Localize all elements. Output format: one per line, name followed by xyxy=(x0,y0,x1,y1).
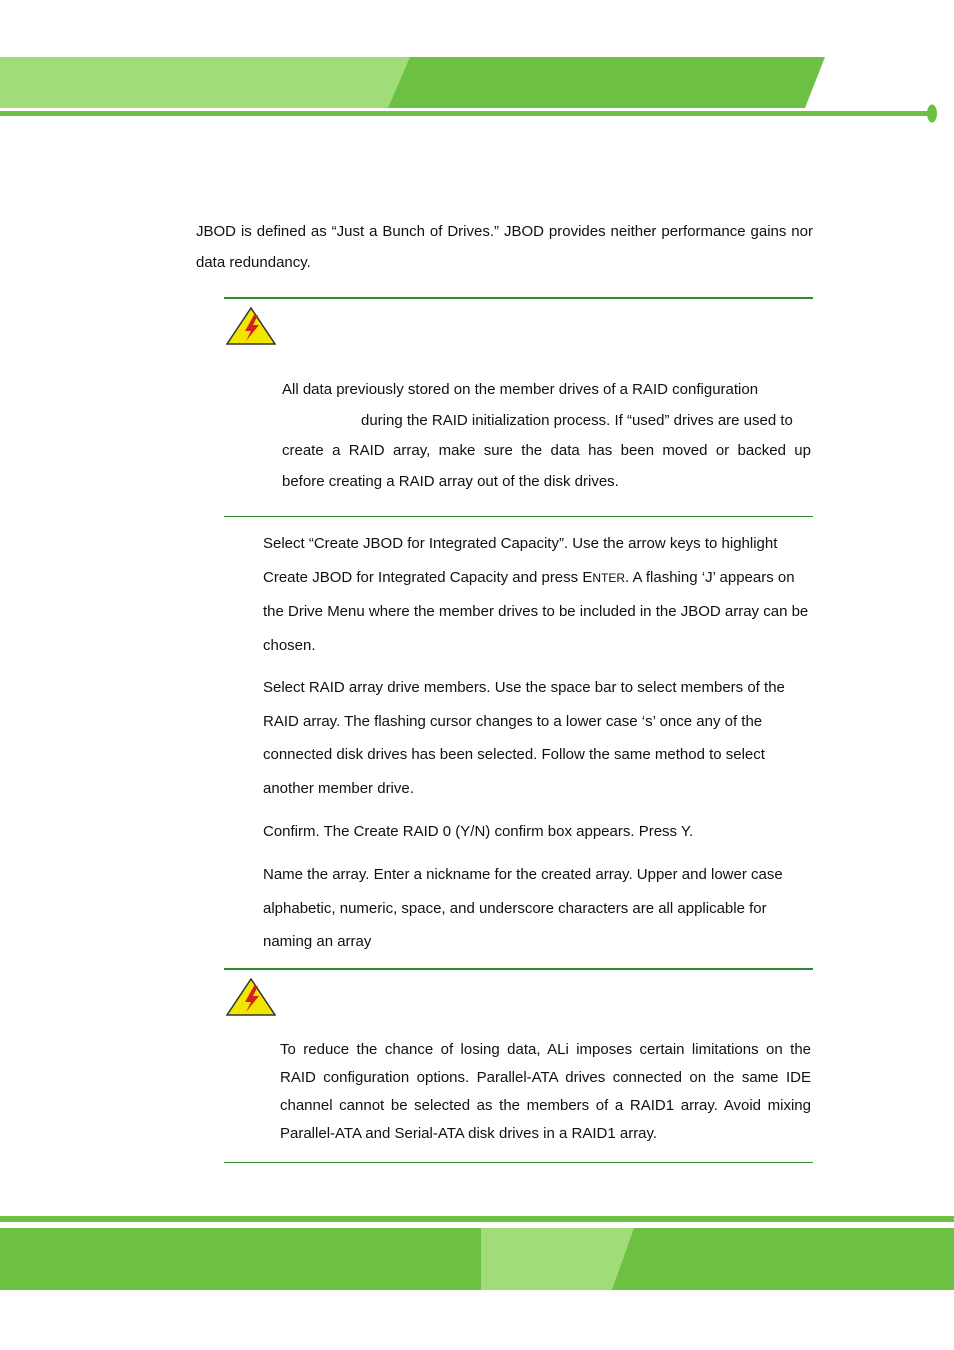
step-3: Confirm. The Create RAID 0 (Y/N) confirm box appears. Press Y. xyxy=(263,823,694,840)
warning-1-line-4: before creating a RAID array out of the disk drives. xyxy=(282,473,619,490)
warning-bottom-rule xyxy=(224,516,813,517)
warning-top-rule xyxy=(224,297,813,299)
step-1-key-rest: NTER xyxy=(592,570,626,585)
header-banner xyxy=(0,0,954,130)
warning-2-text: To reduce the chance of losing data, ALi imposes certain limitations on the RAID configuration options. Parallel-ATA drives connected on the same IDE channel cannot be selected as the members of a RAID1 array. Avoid mixing Parallel-ATA and Serial-ATA disk drives in a RAID1 array. xyxy=(280,1041,811,1142)
warning-icon xyxy=(226,307,276,345)
step-1-text-a: Select “Create JBOD for Integrated Capacity”. Use the arrow keys to highlight Create JBOD for Integrated Capacity and press xyxy=(263,535,778,586)
warning-icon xyxy=(226,978,276,1016)
step-1-text-b: . A flashing ‘J’ appears on the Drive Menu where the member drives to be included in the JBOD array can be chosen. xyxy=(263,568,809,654)
footer-banner xyxy=(0,1210,954,1300)
warning-1-line-3: create a RAID array, make sure the data has been moved or backed up xyxy=(282,442,811,459)
warning-bottom-rule xyxy=(224,1162,813,1163)
intro-paragraph: JBOD is defined as “Just a Bunch of Drives.” JBOD provides neither performance gains nor data redundancy. xyxy=(196,223,813,271)
step-4: Name the array. Enter a nickname for the created array. Upper and lower case alphabetic, numeric, space, and underscore characters are all applicable for naming an array xyxy=(263,866,783,950)
warning-1-line-2: during the RAID initialization process. If “used” drives are used to xyxy=(361,412,793,429)
step-1-key-initial: E xyxy=(582,568,593,586)
warning-top-rule xyxy=(224,968,813,970)
step-2: Select RAID array drive members. Use the space bar to select members of the RAID array. The flashing cursor changes to a lower case ‘s’ once any of the connected disk drives has been selected. Follow the same method to select another member drive. xyxy=(263,679,785,797)
warning-1-line-1: All data previously stored on the member drives of a RAID configuration xyxy=(282,381,759,398)
step-1 xyxy=(263,527,813,662)
